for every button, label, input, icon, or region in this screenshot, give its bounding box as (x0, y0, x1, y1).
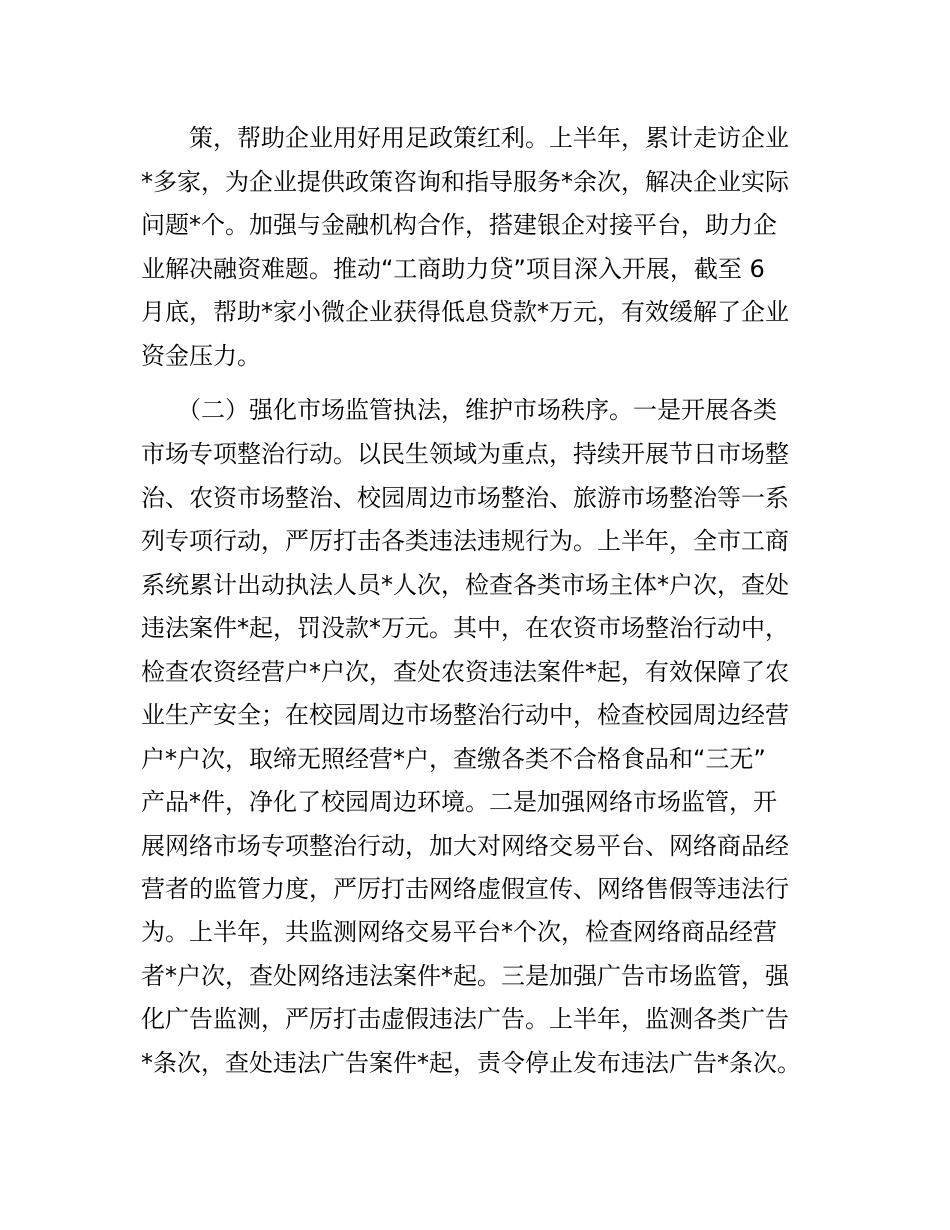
text-line: 业生产安全；在校园周边市场整治行动中，检查校园周边经营 (141, 701, 789, 729)
text-line: 户*户次，取缔无照经营*户，查缴各类不合格食品和“三无” (141, 745, 766, 773)
text-line: 系统累计出动执法人员*人次，检查各类市场主体*户次，查处 (141, 571, 789, 599)
text-line: 业解决融资难题。推动“工商助力贷”项目深入开展，截至 6 (141, 255, 765, 283)
text-line: 资金压力。 (141, 342, 261, 370)
text-line: 问题*个。加强与金融机构合作，搭建银企对接平台，助力企 (141, 211, 777, 239)
text-line: 策，帮助企业用好用足政策红利。上半年，累计走访企业 (141, 124, 789, 152)
text-line: *条次，查处违法广告案件*起，责令停止发布违法广告*条次。 (141, 1049, 801, 1077)
text-line: 市场专项整治行动。以民生领域为重点，持续开展节日市场整 (141, 440, 789, 468)
text-line: *多家，为企业提供政策咨询和指导服务*余次，解决企业实际 (141, 168, 789, 196)
text-line: 为。上半年，共监测网络交易平台*个次，检查网络商品经营 (141, 918, 777, 946)
section-heading-line: （二）强化市场监管执法，维护市场秩序。一是开展各类 (141, 396, 777, 424)
text-line: 月底，帮助*家小微企业获得低息贷款*万元，有效缓解了企业 (141, 298, 789, 326)
text-line: 治、农资市场整治、校园周边市场整治、旅游市场整治等一系 (141, 484, 789, 512)
text-line: 者*户次，查处网络违法案件*起。三是加强广告市场监管，强 (141, 962, 789, 990)
text-line: 营者的监管力度，严厉打击网络虚假宣传、网络售假等违法行 (141, 875, 789, 903)
text-line: 违法案件*起，罚没款*万元。其中，在农资市场整治行动中， (141, 614, 789, 642)
text-line: 列专项行动，严厉打击各类违法违规行为。上半年，全市工商 (141, 527, 789, 555)
text-line: 检查农资经营户*户次，查处农资违法案件*起，有效保障了农 (141, 658, 789, 686)
text-line: 展网络市场专项整治行动，加大对网络交易平台、网络商品经 (141, 832, 789, 860)
text-line: 化广告监测，严厉打击虚假违法广告。上半年，监测各类广告 (141, 1005, 789, 1033)
text-line: 产品*件，净化了校园周边环境。二是加强网络市场监管，开 (141, 788, 777, 816)
